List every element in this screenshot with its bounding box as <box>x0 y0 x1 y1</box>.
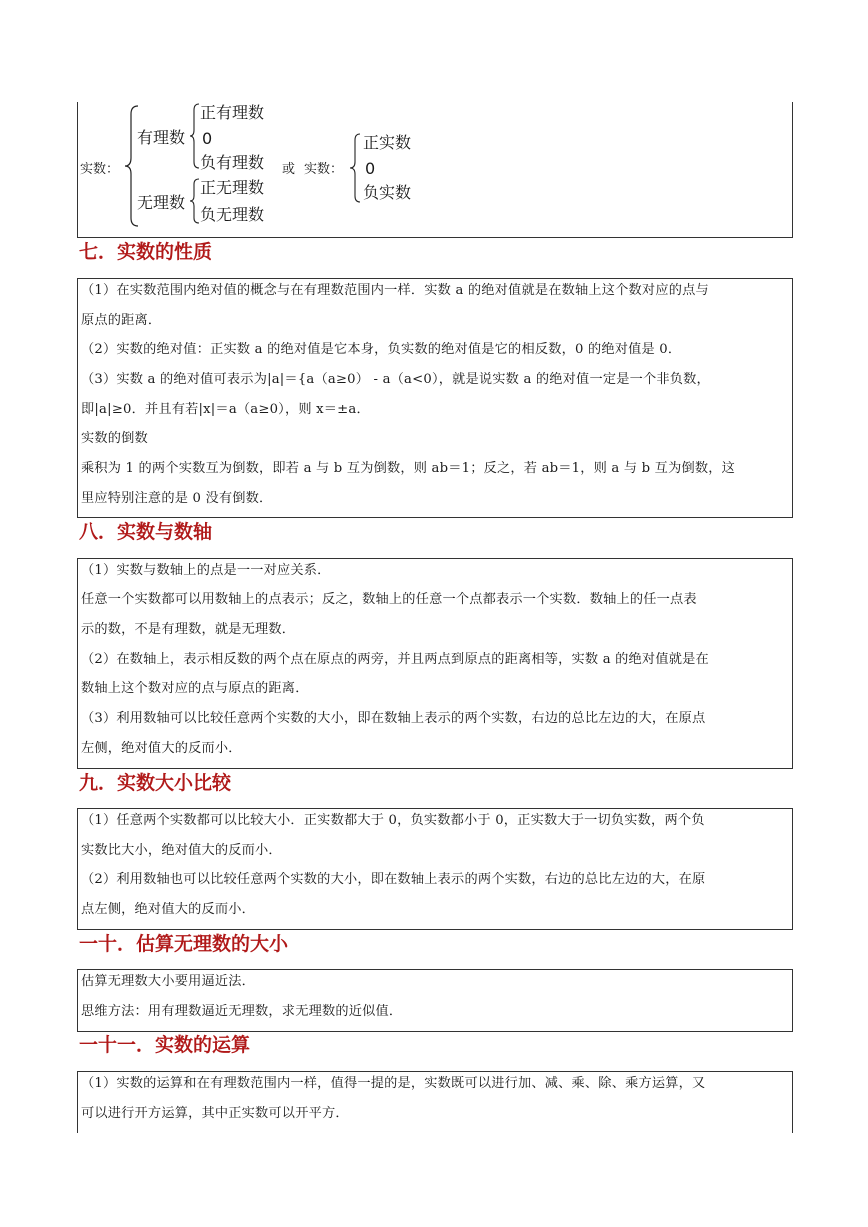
section-box-8 <box>77 558 793 769</box>
classification-prefix: 实数： <box>80 162 120 177</box>
section-7-line-4: （3）实数 a 的绝对值可表示为|a|＝{a（a≥0） - a（a<0），就是说实数 a 的绝对值一定是一个非负数， <box>81 372 710 387</box>
section-7-line-5: 即|a|≥0．并且有若|x|＝a（a≥0），则 x＝±a． <box>81 402 370 417</box>
section-8-line-2: 任意一个实数都可以用数轴上的点表示；反之，数轴上的任意一个点都表示一个实数．数轴上的任一点表 <box>81 592 697 607</box>
section-7-line-2: 原点的距离． <box>81 313 162 328</box>
section-7-line-8: 里应特别注意的是 0 没有倒数． <box>81 491 273 506</box>
rational-item-negative: 负有理数 <box>200 153 265 172</box>
section-title-10: 一十．估算无理数的大小 <box>79 933 289 955</box>
section-box-11 <box>77 1071 793 1133</box>
section-7-line-7: 乘积为 1 的两个实数互为倒数，即若 a 与 b 互为倒数，则 ab＝1；反之，若 ab＝1，则 a 与 b 互为倒数，这 <box>81 461 736 476</box>
section-7-line-6: 实数的倒数 <box>81 431 148 446</box>
section-7-line-1: （1）在实数范围内绝对值的概念与在有理数范围内一样．实数 a 的绝对值就是在数轴上这个数对应的点与 <box>81 283 709 298</box>
sign-item-zero: 0 <box>365 159 376 178</box>
section-9-line-2: 实数比大小，绝对值大的反而小． <box>81 843 282 858</box>
section-8-line-3: 示的数，不是有理数，就是无理数． <box>81 622 296 637</box>
section-title-8: 八．实数与数轴 <box>79 521 213 543</box>
sign-item-negative: 负实数 <box>363 183 412 202</box>
section-8-line-4: （2）在数轴上，表示相反数的两个点在原点的两旁，并且两点到原点的距离相等，实数 a 的绝对值就是在 <box>81 652 709 667</box>
classification-prefix-2: 实数： <box>304 162 344 177</box>
section-box-10 <box>77 969 793 1032</box>
section-7-line-3: （2）实数的绝对值：正实数 a 的绝对值是它本身，负实数的绝对值是它的相反数，0 的绝对值是 0． <box>81 342 682 357</box>
or-text: 或 <box>282 162 296 177</box>
section-10-line-2: 思维方法：用有理数逼近无理数，求无理数的近似值． <box>81 1004 403 1019</box>
section-9-line-4: 点左侧，绝对值大的反而小． <box>81 902 256 917</box>
section-box-7 <box>77 278 793 518</box>
section-9-line-3: （2）利用数轴也可以比较任意两个实数的大小，即在数轴上表示的两个实数，右边的总比左边的大，在原 <box>81 872 706 887</box>
rational-item-positive: 正有理数 <box>200 103 265 122</box>
rational-label: 有理数 <box>137 128 186 147</box>
section-10-line-1: 估算无理数大小要用逼近法． <box>81 974 256 989</box>
section-title-7: 七．实数的性质 <box>79 241 213 263</box>
section-8-line-7: 左侧，绝对值大的反而小． <box>81 741 242 756</box>
section-11-line-2: 可以进行开方运算，其中正实数可以开平方． <box>81 1106 349 1121</box>
section-box-9 <box>77 808 793 930</box>
irrational-label: 无理数 <box>137 193 186 212</box>
sign-item-positive: 正实数 <box>363 133 412 152</box>
sign-brace-icon <box>349 132 363 208</box>
rational-item-zero: 0 <box>202 129 213 148</box>
section-8-line-6: （3）利用数轴可以比较任意两个实数的大小，即在数轴上表示的两个实数，右边的总比左边的大，在原点 <box>81 711 706 726</box>
irrational-item-positive: 正无理数 <box>200 178 265 197</box>
section-title-11: 一十一．实数的运算 <box>79 1034 251 1056</box>
section-11-line-1: （1）实数的运算和在有理数范围内一样，值得一提的是，实数既可以进行加、减、乘、除、乘方运算，又 <box>81 1076 706 1091</box>
irrational-item-negative: 负无理数 <box>200 205 265 224</box>
classification-box <box>77 102 793 238</box>
section-8-line-1: （1）实数与数轴上的点是一一对应关系． <box>81 563 331 578</box>
section-8-line-5: 数轴上这个数对应的点与原点的距离． <box>81 681 309 696</box>
section-9-line-1: （1）任意两个实数都可以比较大小．正实数都大于 0，负实数都小于 0，正实数大于一切负实数，两个负 <box>81 813 705 828</box>
section-title-9: 九．实数大小比较 <box>79 772 232 794</box>
